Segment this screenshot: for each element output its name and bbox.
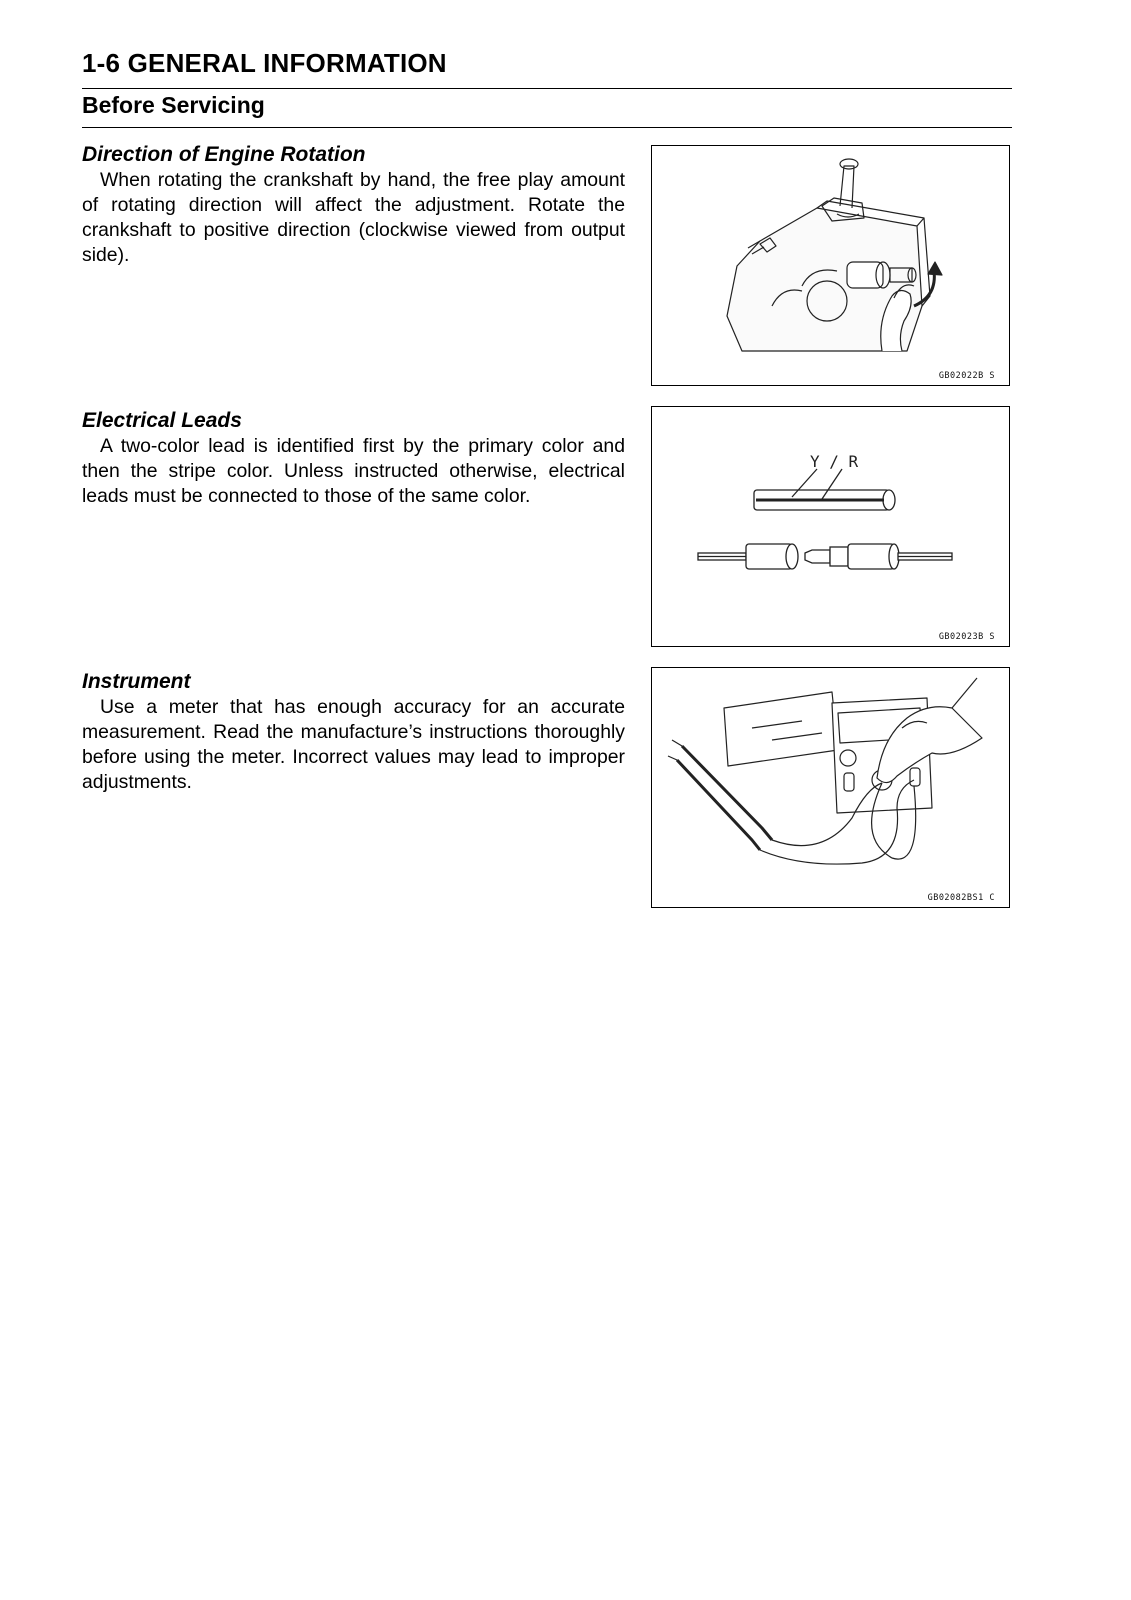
page-header-title: 1-6 GENERAL INFORMATION [82, 48, 447, 78]
subsection-title: Electrical Leads [82, 409, 242, 432]
lead-color-label: Y / R [810, 452, 859, 471]
figure-meter [651, 667, 1010, 908]
subsection-text: Use a meter that has enough accuracy for an accurate measurement. Read the manufacture’s instructions thoroughly before using the meter. Incorrect values may lead to improper adjustments. [82, 696, 625, 793]
subsection-title: Instrument [82, 670, 191, 693]
crankshaft-illustration [652, 146, 1011, 387]
figure-code: GB02022B S [938, 371, 995, 381]
section-rule [82, 127, 1012, 128]
header-rule [82, 88, 1012, 89]
subsection-text: A two-color lead is identified first by the primary color and then the stripe color. Unless instructed otherwise, electrical leads must be connected to those of the same color. [82, 435, 625, 507]
figure-code: GB02082BS1 C [927, 893, 995, 903]
meter-illustration [652, 668, 1011, 909]
figure-two-color-lead [651, 406, 1010, 647]
figure-crankshaft-rotation [651, 145, 1010, 386]
figure-code: GB02023B S [938, 632, 995, 642]
subsection-title: Direction of Engine Rotation [82, 143, 366, 166]
subsection-engine-rotation [82, 142, 625, 268]
subsection-instrument [82, 669, 625, 795]
subsection-text: When rotating the crankshaft by hand, the free play amount of rotating direction will affect the adjustment. Rotate the crankshaft to positive direction (clockwise viewed from output side). [82, 169, 625, 266]
section-title: Before Servicing [82, 92, 265, 118]
subsection-electrical-leads [82, 408, 625, 509]
lead-connector-illustration [652, 407, 1011, 648]
